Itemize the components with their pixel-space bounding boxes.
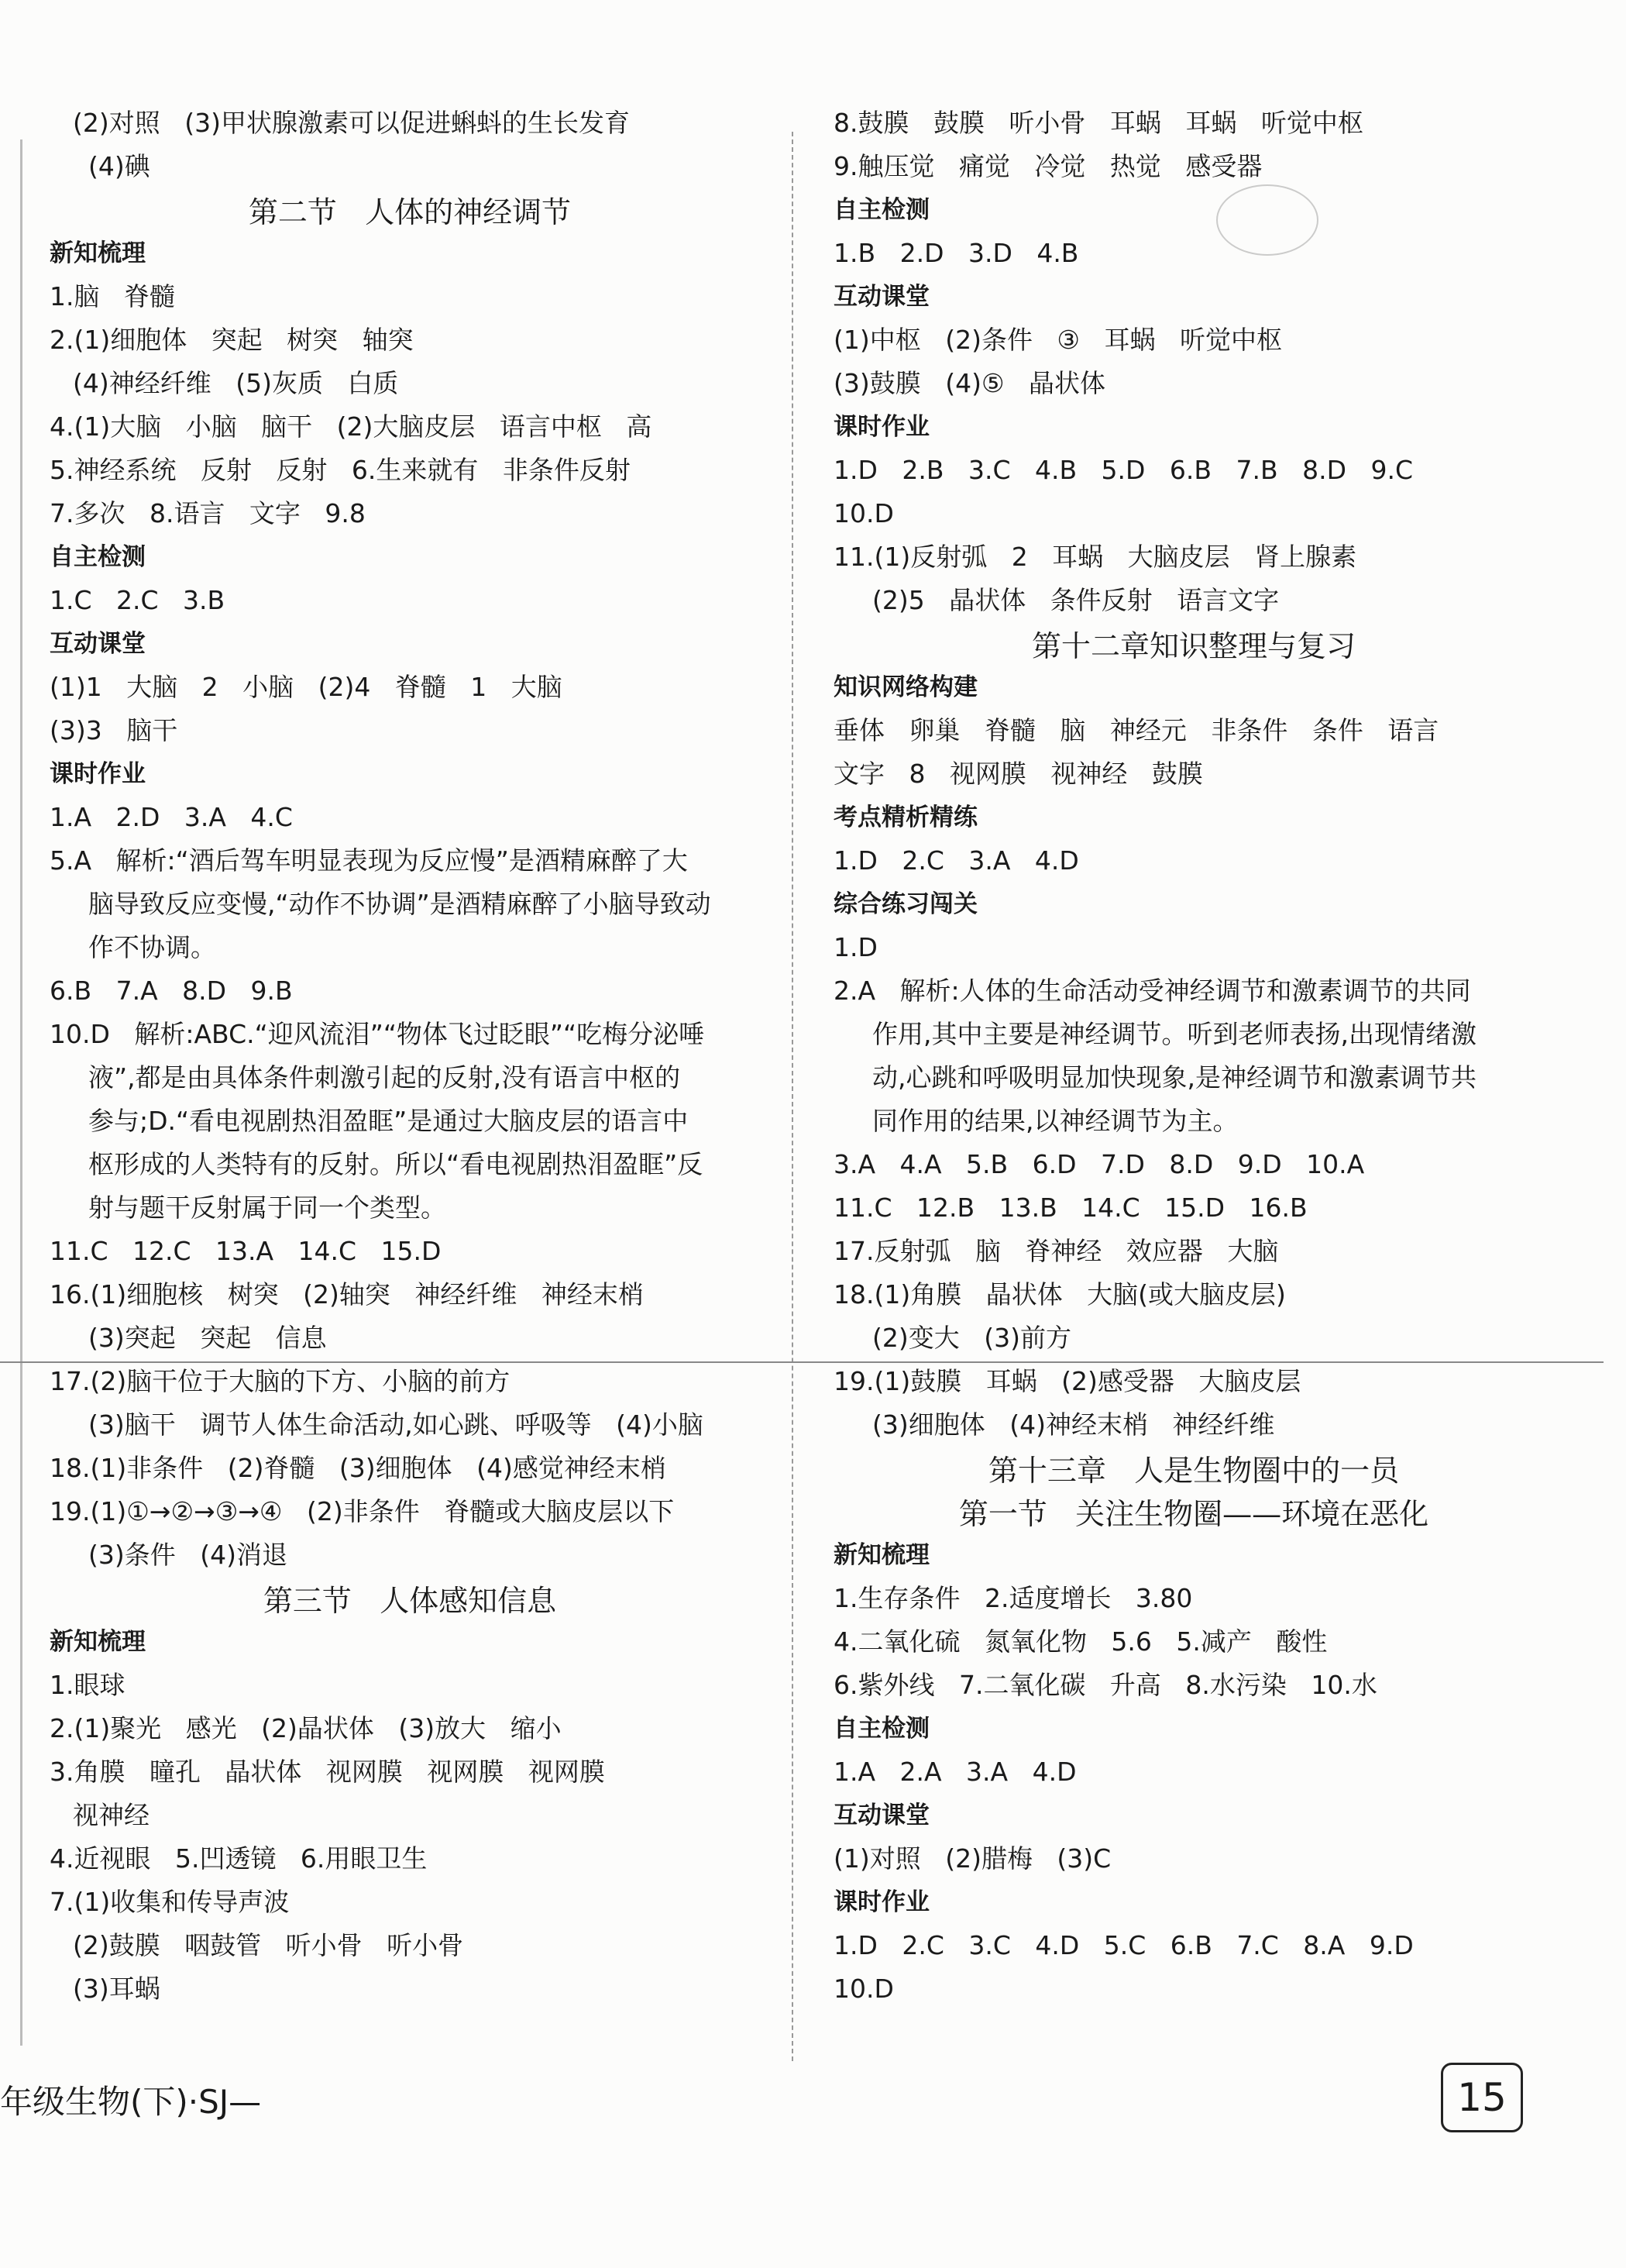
answer-line-continued: 同作用的结果,以神经调节为主。 — [872, 1106, 1239, 1136]
answer-line: 9.触压觉 痛觉 冷觉 热觉 感受器 — [834, 151, 1263, 181]
answer-line-continued: 枢形成的人类特有的反射。所以“看电视剧热泪盈眶”反 — [88, 1149, 703, 1179]
section-heading: 第一节 关注生物圈——环境在恶化 — [958, 1497, 1429, 1531]
subsection-label: 知识网络构建 — [834, 673, 978, 701]
subsection-label: 课时作业 — [834, 1888, 930, 1916]
answer-line: 4.(1)大脑 小脑 脑干 (2)大脑皮层 语言中枢 高 — [50, 411, 652, 442]
subsection-label: 自主检测 — [50, 543, 146, 571]
answer-line-continued: 作不协调。 — [88, 932, 216, 962]
answer-line: (1)1 大脑 2 小脑 (2)4 脊髓 1 大脑 — [50, 672, 562, 702]
answer-line: 5.神经系统 反射 反射 6.生来就有 非条件反射 — [50, 455, 631, 485]
answer-line: 11.(1)反射弧 2 耳蜗 大脑皮层 肾上腺素 — [834, 542, 1357, 572]
subsection-label: 考点精析精练 — [834, 804, 978, 831]
answer-line: 7.(1)收集和传导声波 — [50, 1887, 290, 1917]
section-heading: 第二节 人体的神经调节 — [248, 195, 572, 229]
answer-line: (1)对照 (2)腊梅 (3)C — [834, 1843, 1112, 1874]
answer-line: 1.A 2.A 3.A 4.D — [834, 1757, 1077, 1787]
answer-line: 6.B 7.A 8.D 9.B — [50, 976, 293, 1006]
section-heading: 第十二章知识整理与复习 — [1031, 629, 1356, 663]
answer-line-continued: 视神经 — [73, 1800, 150, 1830]
section-heading: 第十三章 人是生物圈中的一员 — [988, 1454, 1400, 1488]
answer-line: 4.近视眼 5.凹透镜 6.用眼卫生 — [50, 1843, 428, 1874]
answer-line: 8.鼓膜 鼓膜 听小骨 耳蜗 耳蜗 听觉中枢 — [834, 108, 1363, 138]
subsection-label: 新知梳理 — [50, 1628, 146, 1656]
answer-line: 11.C 12.C 13.A 14.C 15.D — [50, 1236, 442, 1266]
answer-line-continued: (2)变大 (3)前方 — [872, 1323, 1071, 1353]
subsection-label: 互动课堂 — [50, 630, 146, 658]
answer-line-continued: (3)耳蜗 — [73, 1974, 160, 2004]
subsection-label: 课时作业 — [50, 760, 146, 788]
answer-line: 5.A 解析:“酒后驾车明显表现为反应慢”是酒精麻醉了大 — [50, 845, 688, 876]
answer-line: 文字 8 视网膜 视神经 鼓膜 — [834, 759, 1203, 789]
subsection-label: 自主检测 — [834, 1715, 930, 1743]
subsection-label: 互动课堂 — [834, 283, 930, 311]
subsection-label: 自主检测 — [834, 196, 930, 224]
subsection-label: 新知梳理 — [834, 1541, 930, 1569]
answer-line: 2.(1)聚光 感光 (2)晶状体 (3)放大 缩小 — [50, 1713, 562, 1743]
answer-line-continued: (3)条件 (4)消退 — [88, 1540, 287, 1570]
answer-line: 1.D 2.B 3.C 4.B 5.D 6.B 7.B 8.D 9.C — [834, 455, 1413, 485]
subsection-label: 综合练习闯关 — [834, 890, 978, 918]
section-heading: 第三节 人体感知信息 — [263, 1584, 557, 1618]
subsection-label: 互动课堂 — [834, 1802, 930, 1829]
page-number: 15 — [1441, 2063, 1523, 2132]
answer-line: 2.(1)细胞体 突起 树突 轴突 — [50, 325, 414, 355]
answer-line-continued: (3)突起 突起 信息 — [88, 1323, 327, 1353]
answer-line: 4.二氧化硫 氮氧化物 5.6 5.减产 酸性 — [834, 1626, 1328, 1657]
answer-line-continued: 射与题干反射属于同一个类型。 — [88, 1193, 446, 1223]
answer-line: 19.(1)①→②→③→④ (2)非条件 脊髓或大脑皮层以下 — [50, 1496, 675, 1526]
answer-line: 10.D — [834, 1974, 894, 2004]
answer-line-continued: 动,心跳和呼吸明显加快现象,是神经调节和激素调节共 — [872, 1062, 1476, 1093]
answer-line: 10.D 解析:ABC.“迎风流泪”“物体飞过眨眼”“吃梅分泌唾 — [50, 1019, 705, 1049]
answer-line: 1.生存条件 2.适度增长 3.80 — [834, 1583, 1193, 1613]
answer-line-continued: (2)对照 (3)甲状腺激素可以促进蝌蚪的生长发育 — [73, 108, 630, 138]
answer-line: 17.反射弧 脑 脊神经 效应器 大脑 — [834, 1236, 1279, 1266]
answer-line: 垂体 卵巢 脊髓 脑 神经元 非条件 条件 语言 — [834, 715, 1439, 745]
left-column — [50, 108, 770, 2018]
answer-line-continued: (3)细胞体 (4)神经末梢 神经纤维 — [872, 1409, 1275, 1440]
answer-line: 10.D — [834, 498, 894, 528]
answer-line: (1)中枢 (2)条件 ③ 耳蜗 听觉中枢 — [834, 325, 1282, 355]
binding-margin-line — [20, 139, 22, 2046]
answer-line: 17.(2)脑干位于大脑的下方、小脑的前方 — [50, 1366, 510, 1396]
answer-line-continued: 液”,都是由具体条件刺激引起的反射,没有语言中枢的 — [88, 1062, 681, 1093]
answer-line: (3)鼓膜 (4)⑤ 晶状体 — [834, 368, 1106, 398]
answer-line-continued: (3)脑干 调节人体生命活动,如心跳、呼吸等 (4)小脑 — [88, 1409, 703, 1440]
answer-line: 1.A 2.D 3.A 4.C — [50, 802, 293, 832]
answer-line: 16.(1)细胞核 树突 (2)轴突 神经纤维 神经末梢 — [50, 1279, 644, 1310]
answer-line: 11.C 12.B 13.B 14.C 15.D 16.B — [834, 1193, 1308, 1223]
answer-line: 18.(1)角膜 晶状体 大脑(或大脑皮层) — [834, 1279, 1286, 1310]
answer-line: (3)3 脑干 — [50, 715, 178, 745]
answer-line: 1.脑 脊髓 — [50, 281, 175, 311]
footer-book-title: 年级生物(下)·SJ— — [0, 2083, 262, 2121]
answer-line: 1.D 2.C 3.C 4.D 5.C 6.B 7.C 8.A 9.D — [834, 1930, 1414, 1960]
answer-line-continued: (4)神经纤维 (5)灰质 白质 — [73, 368, 399, 398]
answer-line: 6.紫外线 7.二氧化碳 升高 8.水污染 10.水 — [834, 1670, 1377, 1700]
answer-line: 1.D — [834, 932, 878, 962]
answer-line: 18.(1)非条件 (2)脊髓 (3)细胞体 (4)感觉神经末梢 — [50, 1453, 666, 1483]
watermark-stamp — [1216, 184, 1318, 256]
right-column — [834, 108, 1554, 2018]
answer-line-continued: (4)碘 — [88, 151, 150, 181]
answer-line: 7.多次 8.语言 文字 9.8 — [50, 498, 366, 528]
answer-line-continued: 作用,其中主要是神经调节。听到老师表扬,出现情绪激 — [872, 1019, 1476, 1049]
answer-line: 1.D 2.C 3.A 4.D — [834, 845, 1079, 876]
answer-line: 1.B 2.D 3.D 4.B — [834, 238, 1079, 268]
answer-line: 3.角膜 瞳孔 晶状体 视网膜 视网膜 视网膜 — [50, 1757, 605, 1787]
answer-line: 3.A 4.A 5.B 6.D 7.D 8.D 9.D 10.A — [834, 1149, 1365, 1179]
answer-line-continued: (2)鼓膜 咽鼓管 听小骨 听小骨 — [73, 1930, 464, 1960]
answer-line: 2.A 解析:人体的生命活动受神经调节和激素调节的共同 — [834, 976, 1471, 1006]
answer-line-continued: 参与;D.“看电视剧热泪盈眶”是通过大脑皮层的语言中 — [88, 1106, 689, 1136]
answer-line-continued: 脑导致反应变慢,“动作不协调”是酒精麻醉了小脑导致动 — [88, 889, 711, 919]
column-divider — [792, 132, 793, 2061]
answer-line: 1.眼球 — [50, 1670, 125, 1700]
answer-line-continued: (2)5 晶状体 条件反射 语言文字 — [872, 585, 1280, 615]
subsection-label: 新知梳理 — [50, 239, 146, 267]
answer-line: 19.(1)鼓膜 耳蜗 (2)感受器 大脑皮层 — [834, 1366, 1301, 1396]
answer-line: 1.C 2.C 3.B — [50, 585, 225, 615]
subsection-label: 课时作业 — [834, 413, 930, 441]
